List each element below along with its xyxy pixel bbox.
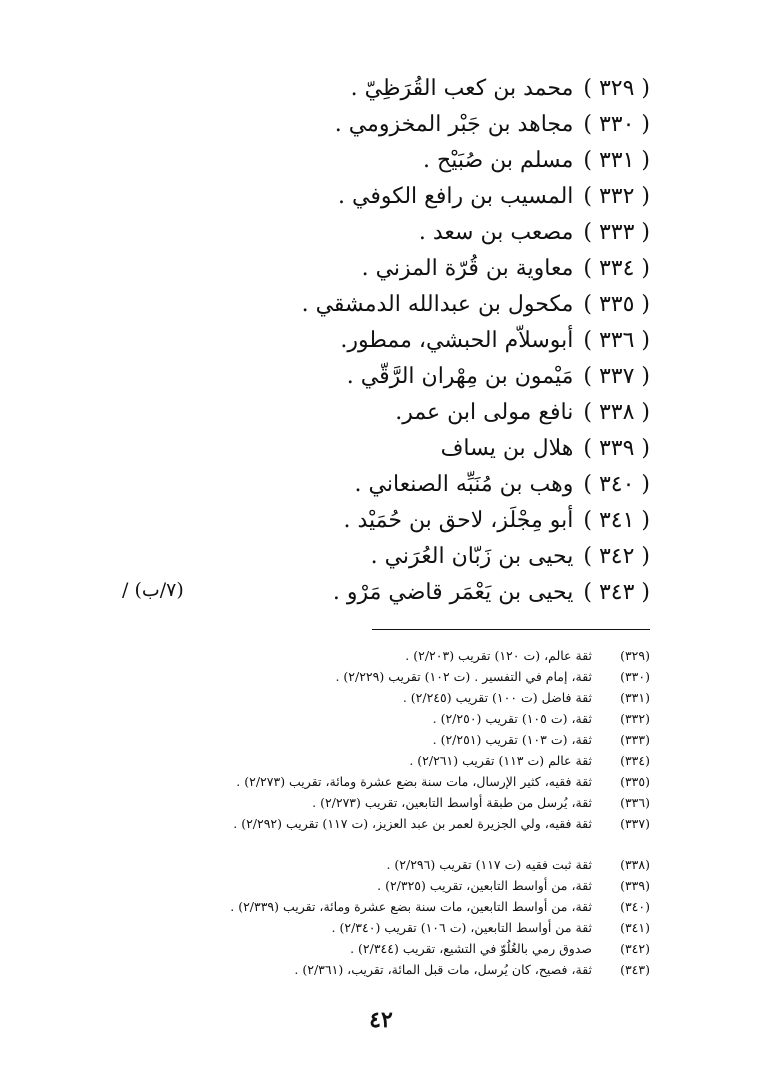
manuscript-folio-marker: / (٧/ب) xyxy=(122,579,184,601)
entry-text: نافع مولى ابن عمر. xyxy=(395,400,574,425)
footnote-text: ثقة فقيه، ولي الجزيرة لعمر بن عبد العزيز، (ت ١١٧) تقريب (٢/٢٩٢) . xyxy=(233,816,592,831)
entry-line xyxy=(335,109,650,141)
footnote xyxy=(233,814,650,834)
entry-text: محمد بن كعب القُرَظِيّ . xyxy=(350,76,574,101)
footnote-number: (٣٣٣) xyxy=(620,732,650,747)
entry-line xyxy=(340,325,650,357)
footnote xyxy=(433,730,650,750)
entry-line xyxy=(419,217,650,249)
entry-number: ( ٣٣٦ ) xyxy=(583,328,650,353)
footnote-number: (٣٣٢) xyxy=(620,711,650,726)
footnote xyxy=(403,688,650,708)
footnote xyxy=(386,855,650,875)
footnote-number: (٣٣٨) xyxy=(620,857,650,872)
entry-number: ( ٣٤٠ ) xyxy=(583,472,650,497)
footnote-number: (٣٤٠) xyxy=(620,899,650,914)
footnote xyxy=(236,772,650,792)
entry-text: مسلم بن صُبَيْح . xyxy=(423,148,574,173)
entry-line xyxy=(362,253,650,285)
footnote-text: ثقة، إمام في التفسير . (ت ١٠٢) تقريب (٢/٢٢٩) . xyxy=(335,669,592,684)
footnote-number: (٣٣٧) xyxy=(620,816,650,831)
entry-text: مصعب بن سعد . xyxy=(418,220,574,245)
entry-text: المسيب بن رافع الكوفي . xyxy=(338,184,574,209)
entry-number: ( ٣٣٩ ) xyxy=(583,436,650,461)
footnote-text: ثقة، يُرسل من طبقة أواسط التابعين، تقريب (٢/٢٧٣) . xyxy=(312,795,592,810)
entry-number: ( ٣٤٣ ) xyxy=(583,580,650,605)
footnote-number: (٣٣٤) xyxy=(620,753,650,768)
footnote-number: (٣٤١) xyxy=(620,920,650,935)
entry-number: ( ٣٤١ ) xyxy=(583,508,650,533)
entry-line xyxy=(423,145,650,177)
entry-number: ( ٣٣٥ ) xyxy=(583,292,650,317)
page-number: ٤٢ xyxy=(369,1007,393,1033)
footnote-text: ثقة، (ت ١٠٥) تقريب (٢/٢٥٠) . xyxy=(432,711,592,726)
entry-line xyxy=(355,469,650,501)
footnote-text: ثقة، من أواسط التابعين، تقريب (٢/٣٢٥) . xyxy=(377,878,592,893)
entry-text: أبو مِجْلَز، لاحق بن حُمَيْد . xyxy=(343,508,574,533)
footnote-text: ثقة، (ت ١٠٣) تقريب (٢/٢٥١) . xyxy=(432,732,592,747)
footnote-number: (٣٢٩) xyxy=(620,648,650,663)
entry-text: هلال بن يساف xyxy=(440,436,574,461)
entry-number: ( ٣٣٨ ) xyxy=(583,400,650,425)
entry-text: أبوسلاّم الحبشي، ممطور. xyxy=(340,328,574,353)
footnote xyxy=(433,709,650,729)
entry-number: ( ٣٣٧ ) xyxy=(583,364,650,389)
entry-line xyxy=(333,577,650,609)
footnote-number: (٣٤٢) xyxy=(620,941,650,956)
entry-line xyxy=(343,505,650,537)
footnote-text: ثقة ثبت فقيه (ت ١١٧) تقريب (٢/٢٩٦) . xyxy=(386,857,592,872)
footnote xyxy=(405,646,650,666)
footnote-text: ثقة فاضل (ت ١٠٠) تقريب (٢/٢٤٥) . xyxy=(402,690,592,705)
entry-line xyxy=(351,73,650,105)
entry-line xyxy=(347,361,650,393)
entry-text: وهب بن مُنَبِّه الصنعاني . xyxy=(354,472,574,497)
entry-line xyxy=(302,289,650,321)
footnote xyxy=(350,939,650,959)
footnote-text: ثقة، فصيح، كان يُرسل، مات قبل المائة، تقريب، (٢/٣٦١) . xyxy=(294,962,592,977)
footnote-number: (٣٣٩) xyxy=(620,878,650,893)
entry-text: يحيى بن زَبّان العُرَني . xyxy=(370,544,574,569)
footnote-text: ثقة، من أواسط التابعين، مات سنة بضع عشرة ومائة، تقريب (٢/٣٣٩) . xyxy=(230,899,592,914)
entry-number: ( ٣٣١ ) xyxy=(583,148,650,173)
footnote xyxy=(332,918,650,938)
entry-text: معاوية بن قُرّة المزني . xyxy=(361,256,574,281)
entry-number: ( ٣٣٢ ) xyxy=(583,184,650,209)
footnote-text: ثقة عالم (ت ١١٣) تقريب (٢/٢٦١) . xyxy=(409,753,592,768)
footnote xyxy=(230,897,650,917)
footnote-number: (٣٤٣) xyxy=(620,962,650,977)
entry-number: ( ٣٣٠ ) xyxy=(583,112,650,137)
footnote-number: (٣٣٦) xyxy=(620,795,650,810)
entry-number: ( ٣٣٣ ) xyxy=(583,220,650,245)
entry-text: مَيْمون بن مِهْران الرَّقّي . xyxy=(346,364,574,389)
entry-line xyxy=(395,397,650,429)
entry-line xyxy=(371,541,650,573)
entry-line xyxy=(338,181,650,213)
footnote xyxy=(294,960,650,980)
footnote xyxy=(409,751,650,771)
footnote-number: (٣٣٥) xyxy=(620,774,650,789)
entry-number: ( ٣٣٤ ) xyxy=(583,256,650,281)
entry-line xyxy=(441,433,650,465)
footnote-text: ثقة عالم، (ت ١٢٠) تقريب (٢/٢٠٣) . xyxy=(405,648,592,663)
footnote-number: (٣٣١) xyxy=(620,690,650,705)
footnote xyxy=(335,667,650,687)
entry-text: مكحول بن عبدالله الدمشقي . xyxy=(301,292,574,317)
footnote-text: صدوق رمي بالغُلُوّ في التشيع، تقريب (٢/٣٤٤) . xyxy=(350,941,592,956)
footnote-text: ثقة فقيه، كثير الإرسال، مات سنة بضع عشرة ومائة، تقريب (٢/٢٧٣) . xyxy=(236,774,592,789)
footnote-number: (٣٣٠) xyxy=(620,669,650,684)
entry-number: ( ٣٤٢ ) xyxy=(583,544,650,569)
footnote xyxy=(312,793,650,813)
footnote-text: ثقة من أواسط التابعين، (ت ١٠٦) تقريب (٢/٣٤٠) . xyxy=(331,920,592,935)
footnote xyxy=(377,876,650,896)
entry-text: مجاهد بن جَبْر المخزومي . xyxy=(334,112,574,137)
footnote-divider xyxy=(372,629,650,630)
entry-number: ( ٣٢٩ ) xyxy=(583,76,650,101)
entry-text: يحيى بن يَعْمَر قاضي مَرْو . xyxy=(332,580,574,605)
